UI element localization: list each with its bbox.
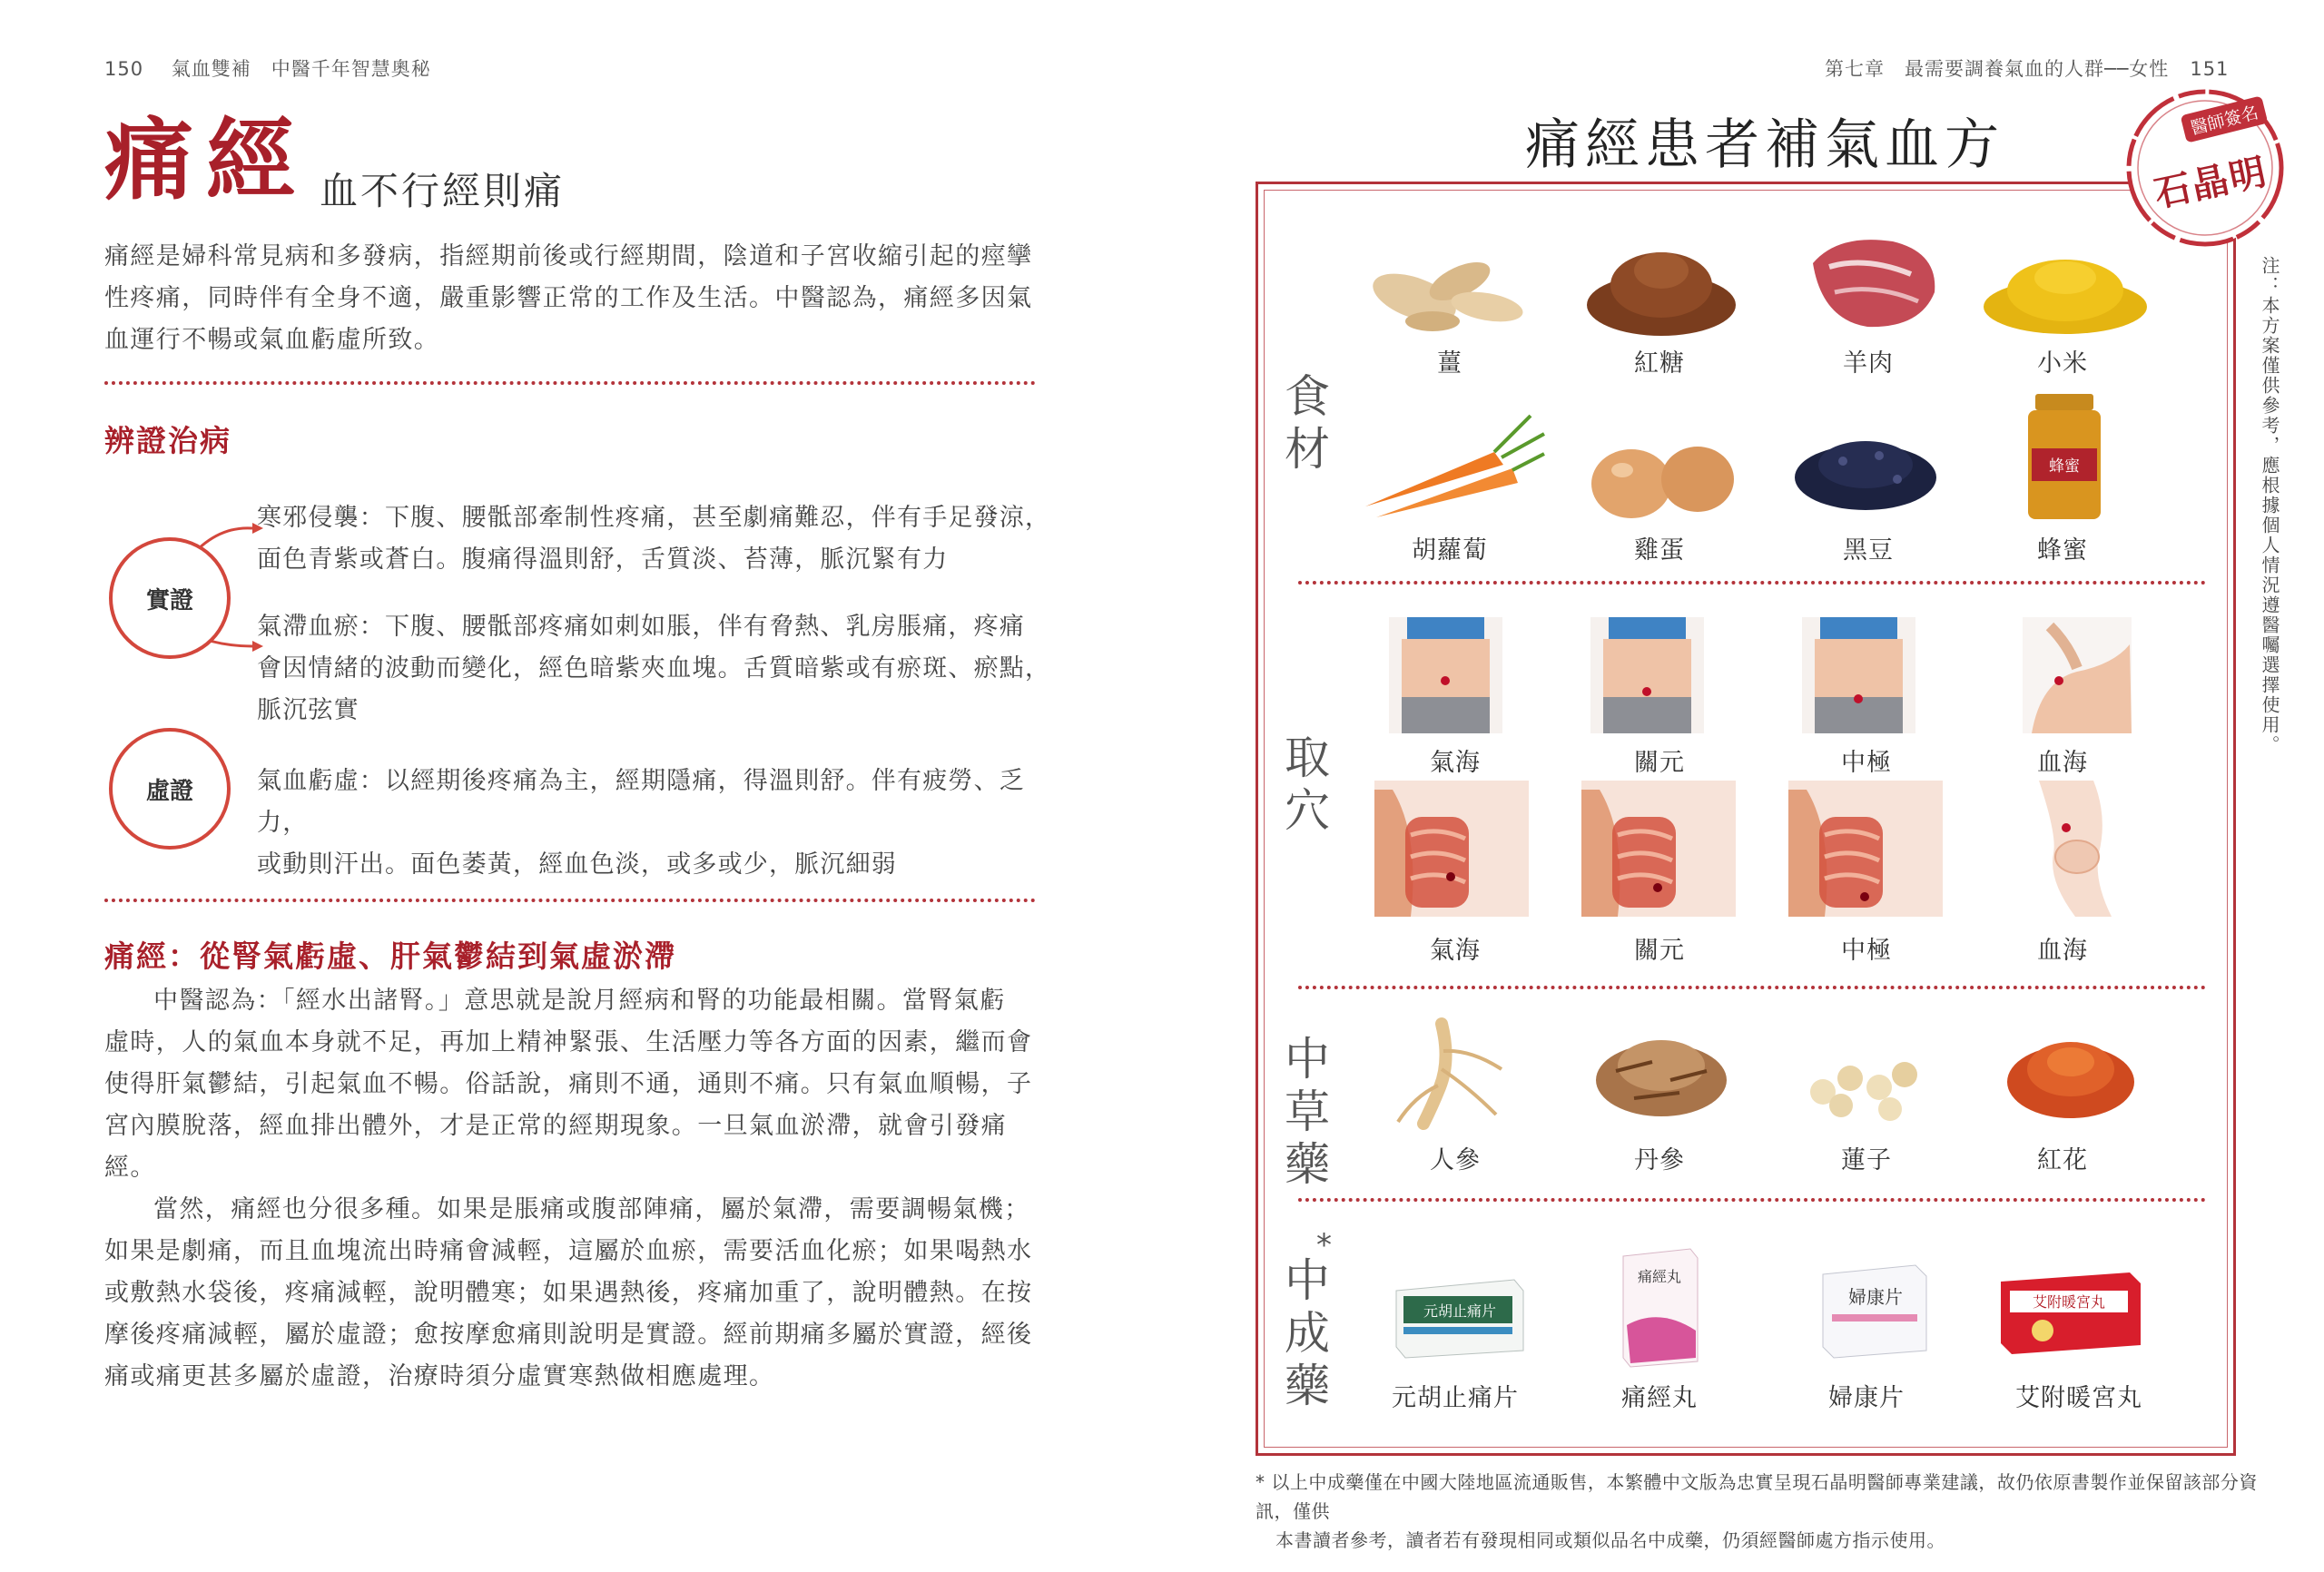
section-label-patent-medicine: 中成藥 bbox=[1285, 1254, 1330, 1412]
anatomy-guanyuan-illustration bbox=[1581, 781, 1736, 917]
footnote-line: 以上中成藥僅在中國大陸地區流通販售，本繁體中文版為忠實呈現石晶明醫師專業建議，故仍依原書製作並保留該部分資訊，僅供 bbox=[1256, 1471, 2258, 1522]
patent-medicine-caption: 婦康片 bbox=[1828, 1384, 1905, 1412]
herb-caption: 人參 bbox=[1430, 1146, 1481, 1174]
food-caption: 蜂蜜 bbox=[2037, 536, 2088, 565]
intro-line: 性疼痛，同時伴有全身不適，嚴重影響正常的工作及生活。中醫認為，痛經多因氣 bbox=[104, 284, 1033, 312]
section-divider bbox=[1298, 581, 2206, 585]
black-bean-image bbox=[1788, 425, 1943, 516]
left-running-title: 氣血雙補 中醫千年智慧奧秘 bbox=[171, 58, 431, 80]
box-label: 婦康片 bbox=[1848, 1286, 1903, 1308]
text-line: 寒邪侵襲：下腹、腰骶部牽制性疼痛，甚至劇痛難忍，伴有手足發涼， bbox=[257, 504, 1051, 532]
food-caption: 小米 bbox=[2037, 349, 2088, 378]
prescription-title: 痛經患者補氣血方 bbox=[1525, 113, 2004, 177]
honey-jar-image bbox=[2019, 388, 2110, 525]
acupoint-caption: 血海 bbox=[2037, 937, 2088, 965]
acupoint-caption: 中極 bbox=[1841, 937, 1892, 965]
acupoint-caption: 氣海 bbox=[1430, 749, 1481, 777]
millet-image bbox=[1979, 238, 2152, 338]
acupoint-guanyuan-photo bbox=[1590, 617, 1704, 733]
text-line: 宮內膜脫落，經血排出體外，才是正常的經期現象。一旦氣血淤滯，就會引發痛經。 bbox=[104, 1112, 1007, 1182]
anatomy-qihai-illustration bbox=[1374, 781, 1529, 917]
box-label: 痛經丸 bbox=[1637, 1268, 1682, 1285]
left-page-number: 150 bbox=[104, 58, 144, 80]
text-line: 當然，痛經也分很多種。如果是脹痛或腹部陣痛，屬於氣滯，需要調暢氣機； bbox=[153, 1195, 1030, 1223]
acupoint-caption: 血海 bbox=[2037, 749, 2088, 777]
yuanhu-box-image bbox=[1387, 1263, 1532, 1363]
patent-asterisk: * bbox=[1316, 1227, 1332, 1263]
herb-caption: 蓮子 bbox=[1841, 1146, 1892, 1174]
footnote-line: 本書讀者參考，讀者若有發現相同或類似品名中成藥，仍須經醫師處方指示使用。 bbox=[1275, 1529, 1945, 1551]
carrot-image bbox=[1358, 407, 1549, 525]
footnote bbox=[1256, 1468, 2263, 1555]
chapter-title: 痛經 bbox=[104, 108, 309, 212]
body-paragraphs bbox=[104, 980, 1049, 1398]
fukang-box-image bbox=[1816, 1256, 1934, 1365]
lotus-seed-image bbox=[1796, 1042, 1941, 1124]
acupoint-caption: 關元 bbox=[1634, 937, 1685, 965]
excess-stagnation-item bbox=[257, 606, 1056, 732]
herb-caption: 紅花 bbox=[2037, 1146, 2088, 1174]
acupoint-qihai-photo bbox=[1389, 617, 1502, 733]
left-running-head bbox=[104, 54, 431, 82]
excess-pattern-badge: 實證 bbox=[109, 537, 231, 659]
deficiency-item bbox=[257, 761, 1056, 886]
food-caption: 黑豆 bbox=[1843, 536, 1894, 565]
anatomy-xuehai-illustration bbox=[2021, 781, 2130, 917]
box-label: 元胡止痛片 bbox=[1423, 1302, 1497, 1320]
text-line: 氣血虧虛：以經期後疼痛為主，經期隱痛，得溫則舒。伴有疲勞、乏力， bbox=[257, 767, 1025, 837]
text-line: 虛時，人的氣血本身就不足，再加上精神緊張、生活壓力等各方面的因素，繼而會 bbox=[104, 1028, 1033, 1056]
text-line: 使得肝氣鬱結，引起氣血不暢。俗話說，痛則不通，通則不痛。只有氣血順暢，子 bbox=[104, 1070, 1033, 1098]
patent-medicine-caption: 元胡止痛片 bbox=[1392, 1384, 1519, 1412]
text-line: 或動則汗出。面色萎黃，經血色淡，或多或少，脈沉細弱 bbox=[257, 850, 897, 879]
box-label: 艾附暖宮丸 bbox=[2032, 1293, 2106, 1311]
text-line: 氣滯血瘀：下腹、腰骶部疼痛如刺如脹，伴有脅熱、乳房脹痛，疼痛 bbox=[257, 613, 1025, 641]
footnote-mark: * bbox=[1256, 1471, 1265, 1493]
food-caption: 薑 bbox=[1437, 349, 1462, 378]
text-line: 或敷熱水袋後，疼痛減輕，說明體寒；如果遇熱後，疼痛加重了，說明體熱。在按 bbox=[104, 1279, 1033, 1307]
chapter-subtitle: 血不行經則痛 bbox=[320, 169, 566, 213]
right-running-head bbox=[1825, 54, 2229, 82]
excess-cold-item bbox=[257, 497, 1056, 581]
right-page-number: 151 bbox=[2190, 58, 2230, 80]
herb-caption: 丹參 bbox=[1634, 1146, 1685, 1174]
acupoint-caption: 中極 bbox=[1841, 749, 1892, 777]
section-heading-cause: 痛經：從腎氣虧虛、肝氣鬱結到氣虛淤滯 bbox=[104, 938, 676, 974]
acupoint-caption: 關元 bbox=[1634, 749, 1685, 777]
text-line: 如果是劇痛，而且血塊流出時痛會減輕，這屬於血瘀，需要活血化瘀；如果喝熱水 bbox=[104, 1237, 1033, 1265]
egg-image bbox=[1581, 434, 1745, 525]
ginger-image bbox=[1360, 234, 1541, 343]
tongjing-pill-box-image bbox=[1614, 1243, 1705, 1371]
acupoint-caption: 氣海 bbox=[1430, 937, 1481, 965]
text-line: 面色青紫或蒼白。腹痛得溫則舒，舌質淡、苔薄，脈沉緊有力 bbox=[257, 545, 949, 574]
honey-jar-label: 蜂蜜 bbox=[2049, 457, 2080, 476]
right-running-title: 第七章 最需要調養氣血的人群──女性 bbox=[1825, 58, 2170, 80]
acupoint-zhongji-photo bbox=[1802, 617, 1915, 733]
text-line: 會因情緒的波動而變化，經色暗紫夾血塊。舌質暗紫或有瘀斑、瘀點， bbox=[257, 654, 1051, 683]
deficiency-pattern-badge: 虛證 bbox=[109, 728, 231, 850]
section-divider bbox=[104, 899, 1036, 902]
intro-line: 血運行不暢或氣血虧虛所致。 bbox=[104, 326, 440, 354]
ginseng-image bbox=[1387, 1015, 1514, 1133]
stamp-doctor-name: 石晶明 bbox=[2151, 150, 2272, 216]
text-line: 中醫認為：「經水出諸腎。」意思就是說月經病和腎的功能最相關。當腎氣虧 bbox=[153, 987, 1006, 1015]
patent-medicine-caption: 痛經丸 bbox=[1621, 1384, 1698, 1412]
section-label-acupoints: 取穴 bbox=[1285, 732, 1330, 837]
food-caption: 胡蘿蔔 bbox=[1412, 536, 1488, 565]
patent-medicine-caption: 艾附暖宮丸 bbox=[2015, 1384, 2142, 1412]
text-line: 脈沉弦實 bbox=[257, 696, 359, 724]
intro-line: 痛經是婦科常見病和多發病，指經期前後或行經期間，陰道和子宮收縮引起的痙攣 bbox=[104, 242, 1033, 270]
intro-paragraph bbox=[104, 236, 1049, 361]
aifu-box-image bbox=[1994, 1263, 2148, 1363]
food-caption: 雞蛋 bbox=[1634, 536, 1685, 565]
section-divider bbox=[1298, 1198, 2206, 1202]
anatomy-zhongji-illustration bbox=[1788, 781, 1943, 917]
section-heading-diagnosis: 辨證治病 bbox=[104, 423, 231, 458]
section-label-foods: 食材 bbox=[1285, 370, 1330, 476]
section-label-herbs: 中草藥 bbox=[1285, 1033, 1330, 1191]
side-note: 注：本方案僅供參考，應根據個人情況遵醫囑選擇使用。 bbox=[2259, 256, 2280, 755]
food-caption: 紅糖 bbox=[1634, 349, 1685, 378]
section-divider bbox=[104, 381, 1036, 385]
food-caption: 羊肉 bbox=[1843, 349, 1894, 378]
acupoint-xuehai-photo bbox=[2023, 617, 2132, 733]
stamp-label: 醫師簽名 bbox=[2181, 95, 2269, 142]
text-line: 摩後疼痛減輕，屬於虛證；愈按摩愈痛則說明是實證。經前期痛多屬於實證，經後 bbox=[104, 1321, 1033, 1349]
brown-sugar-image bbox=[1580, 234, 1743, 343]
lamb-meat-image bbox=[1802, 229, 1947, 338]
safflower-image bbox=[2003, 1024, 2139, 1124]
section-divider bbox=[1298, 986, 2206, 989]
text-line: 痛或痛更甚多屬於虛證，治療時須分虛實寒熱做相應處理。 bbox=[104, 1362, 775, 1390]
danshen-image bbox=[1589, 1017, 1734, 1125]
